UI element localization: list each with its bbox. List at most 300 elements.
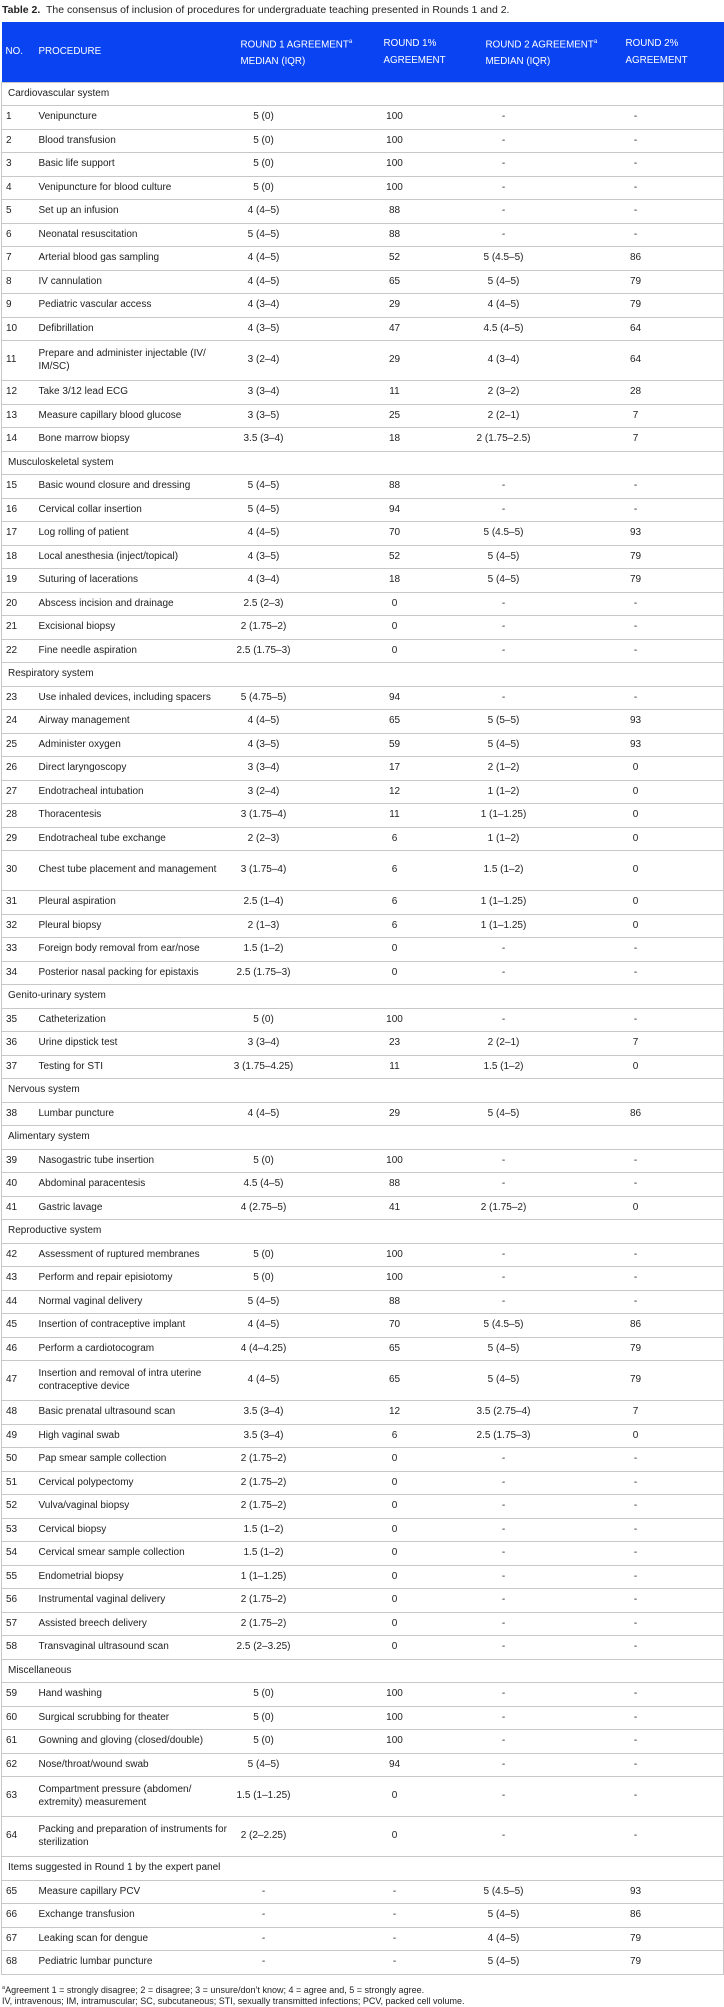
cell-round1-percent-value: 0	[391, 1453, 398, 1464]
cell-round2-median	[482, 294, 622, 318]
cell-round2-median-value: -	[501, 503, 506, 515]
table-row	[2, 294, 724, 318]
cell-round2-median-value: -	[501, 1154, 506, 1166]
cell-no: 68	[2, 1951, 35, 1975]
cell-round1-percent-value: 25	[388, 409, 401, 421]
cell-round1-percent-value: 47	[388, 322, 401, 334]
table-row	[2, 498, 724, 522]
table-row	[2, 317, 724, 341]
cell-round2-percent-value: 79	[629, 1932, 642, 1944]
cell-round1-percent-value: 100	[386, 1688, 403, 1699]
cell-no: 56	[2, 1589, 35, 1613]
cell-round1-percent-value: 65	[388, 1374, 401, 1386]
cell-round1-percent-value: 100	[386, 134, 403, 146]
cell-round2-median	[482, 616, 622, 640]
cell-round2-median	[482, 639, 622, 663]
cell-round1-percent	[380, 1337, 482, 1361]
cell-round1-median-value: 1.5 (1–2)	[243, 1523, 284, 1535]
cell-round1-percent-value: 88	[388, 228, 401, 240]
cell-no: 11	[2, 341, 35, 381]
cell-round2-median-value: 5 (4–5)	[487, 1909, 520, 1920]
cell-round1-percent-value: -	[392, 1932, 397, 1944]
cell-round1-percent-value: 88	[388, 205, 401, 216]
cell-round2-percent	[622, 757, 724, 781]
cell-no: 21	[2, 616, 35, 640]
cell-round2-median	[482, 223, 622, 247]
cell-no: 46	[2, 1337, 35, 1361]
cell-no: 54	[2, 1542, 35, 1566]
cell-no: 55	[2, 1565, 35, 1589]
cell-round1-median	[237, 1904, 380, 1928]
cell-round2-median	[482, 1149, 622, 1173]
cell-round1-percent	[380, 569, 482, 593]
cell-round2-median	[482, 1267, 622, 1291]
cell-no: 67	[2, 1927, 35, 1951]
cell-round1-median-value: 2 (2–3)	[247, 832, 280, 844]
cell-procedure: Insertion and removal of intra uterine contraceptive device	[35, 1361, 237, 1401]
cell-round1-percent	[380, 1173, 482, 1197]
cell-round1-median	[237, 153, 380, 177]
cell-round2-percent	[622, 428, 724, 452]
cell-no: 8	[2, 270, 35, 294]
cell-round2-median	[482, 1589, 622, 1613]
cell-round2-median-value: -	[501, 1547, 506, 1558]
cell-no: 39	[2, 1149, 35, 1173]
table-row	[2, 938, 724, 962]
cell-round1-median	[237, 247, 380, 271]
table-row	[2, 1448, 724, 1472]
cell-round2-median	[482, 780, 622, 804]
cell-round2-median	[482, 270, 622, 294]
cell-round2-median	[482, 1612, 622, 1636]
cell-round1-percent	[380, 153, 482, 177]
cell-round1-median	[237, 710, 380, 734]
cell-round2-percent	[622, 1196, 724, 1220]
cell-round1-median	[237, 200, 380, 224]
table-row	[2, 270, 724, 294]
cell-round2-percent-value: -	[633, 966, 638, 978]
cell-no: 42	[2, 1243, 35, 1267]
cell-procedure: Leaking scan for dengue	[35, 1927, 237, 1951]
cell-no: 41	[2, 1196, 35, 1220]
cell-round2-percent-value: 86	[629, 252, 642, 263]
cell-procedure: Perform and repair episiotomy	[35, 1267, 237, 1291]
cell-round2-percent	[622, 1589, 724, 1613]
cell-round1-percent-value: 0	[391, 1500, 398, 1511]
cell-round2-percent-value: 93	[629, 1885, 642, 1897]
cell-round1-median-value: 1.5 (1–1.25)	[236, 1790, 291, 1802]
cell-round1-percent-value: 18	[388, 574, 401, 585]
cell-round2-percent	[622, 804, 724, 828]
cell-round1-median-value: 3.5 (3–4)	[243, 433, 284, 444]
cell-round1-percent	[380, 686, 482, 710]
cell-round1-percent-value: -	[392, 1956, 397, 1967]
cell-round1-median	[237, 1817, 380, 1857]
cell-round1-percent	[380, 1267, 482, 1291]
cell-round1-percent-value: 0	[391, 1570, 398, 1582]
cell-round1-percent-value: 11	[389, 1060, 400, 1072]
cell-procedure: Endotracheal intubation	[35, 780, 237, 804]
cell-round2-percent-value: -	[633, 1758, 638, 1770]
cell-round2-percent	[622, 569, 724, 593]
cell-round1-percent-value: 59	[388, 738, 401, 750]
cell-round1-median-value: 5 (4–5)	[247, 480, 280, 491]
cell-procedure: Prepare and administer injectable (IV/ IM/SC)	[35, 341, 237, 381]
cell-round1-percent-value: 100	[386, 1735, 403, 1746]
cell-round1-percent	[380, 404, 482, 428]
cell-no: 24	[2, 710, 35, 734]
cell-round2-median-value: -	[501, 1790, 506, 1802]
cell-round2-percent	[622, 1055, 724, 1079]
cell-round1-percent-value: 29	[388, 299, 401, 310]
cell-round1-percent	[380, 475, 482, 499]
table-row	[2, 1683, 724, 1707]
cell-round1-percent-value: 0	[391, 1594, 398, 1605]
cell-round2-percent-value: -	[633, 1500, 638, 1511]
cell-round1-median	[237, 1518, 380, 1542]
cell-round1-median	[237, 1951, 380, 1975]
cell-round1-percent	[380, 1290, 482, 1314]
cell-round1-median-value: 5 (0)	[253, 1711, 274, 1723]
cell-no: 64	[2, 1817, 35, 1857]
cell-procedure: Testing for STI	[35, 1055, 237, 1079]
cell-round1-percent-value: 88	[388, 1295, 401, 1307]
cell-round1-percent-value: 100	[386, 181, 403, 193]
cell-round1-median	[237, 1706, 380, 1730]
table-row	[2, 686, 724, 710]
cell-round1-percent	[380, 1927, 482, 1951]
cell-round1-median	[237, 1149, 380, 1173]
cell-round2-median-value: 5 (4–5)	[487, 550, 520, 562]
cell-round1-percent	[380, 1471, 482, 1495]
cell-round2-percent-value: 79	[629, 275, 642, 287]
cell-round1-median-value: 5 (0)	[253, 1013, 274, 1025]
cell-round2-median	[482, 1102, 622, 1126]
cell-no: 62	[2, 1753, 35, 1777]
header-no: NO.	[5, 46, 23, 58]
cell-round1-percent	[380, 247, 482, 271]
cell-round2-percent	[622, 317, 724, 341]
section-title: Musculoskeletal system	[2, 451, 724, 475]
table-row	[2, 1927, 724, 1951]
cell-round2-percent-value: 79	[629, 1374, 642, 1386]
cell-round2-median	[482, 153, 622, 177]
cell-round1-median	[237, 914, 380, 938]
cell-round2-median	[482, 827, 622, 851]
cell-round1-median-value: 5 (0)	[253, 134, 274, 146]
cell-round2-median-value: 1 (1–1.25)	[480, 896, 527, 907]
cell-round2-percent	[622, 710, 724, 734]
cell-round2-median	[482, 1290, 622, 1314]
cell-round2-median-value: 4 (4–5)	[487, 299, 520, 310]
cell-round2-median-value: -	[501, 1272, 506, 1283]
table-row	[2, 1904, 724, 1928]
table-row	[2, 592, 724, 616]
cell-procedure: Nose/throat/wound swab	[35, 1753, 237, 1777]
cell-procedure: Foreign body removal from ear/nose	[35, 938, 237, 962]
cell-round2-percent-value: 64	[629, 322, 642, 334]
cell-round2-median-value: -	[501, 1013, 506, 1025]
cell-round1-percent-value: 29	[388, 1107, 401, 1119]
table-row	[2, 153, 724, 177]
cell-round2-percent-value: -	[633, 205, 638, 216]
cell-round2-median-value: -	[501, 158, 506, 169]
cell-round1-median-value: 3 (3–4)	[247, 762, 280, 773]
table-row	[2, 1706, 724, 1730]
cell-round1-median	[237, 1173, 380, 1197]
cell-round2-median-value: 5 (4–5)	[487, 738, 520, 750]
cell-round1-median-value: 2 (1–3)	[247, 919, 280, 931]
cell-round1-median-value: -	[261, 1956, 266, 1967]
cell-round1-median	[237, 1008, 380, 1032]
cell-round1-median	[237, 1243, 380, 1267]
cell-round1-percent-value: 23	[388, 1037, 401, 1048]
cell-round1-median-value: 2 (1.75–2)	[240, 1594, 287, 1605]
cell-round2-percent-value: -	[633, 134, 638, 146]
cell-round1-percent	[380, 381, 482, 405]
cell-round2-median-value: -	[501, 1476, 506, 1488]
cell-round1-median-value: 1 (1–1.25)	[240, 1570, 287, 1582]
cell-round2-median-value: 2 (1.75–2)	[480, 1201, 527, 1213]
section-title: Miscellaneous	[2, 1659, 724, 1683]
cell-round2-median-value: 4.5 (4–5)	[483, 322, 524, 334]
cell-no: 19	[2, 569, 35, 593]
cell-round1-median	[237, 545, 380, 569]
cell-round1-median-value: 2 (1.75–2)	[240, 1617, 287, 1629]
cell-round1-percent-value: 94	[388, 503, 401, 515]
cell-round1-median	[237, 1927, 380, 1951]
cell-procedure: Abdominal paracentesis	[35, 1173, 237, 1197]
cell-round1-median	[237, 475, 380, 499]
cell-round1-percent-value: 12	[388, 785, 401, 797]
table-row	[2, 1951, 724, 1975]
cell-round1-median-value: 4 (3–5)	[247, 550, 280, 562]
cell-round2-median-value: -	[501, 205, 506, 216]
cell-round2-median-value: -	[501, 181, 506, 193]
cell-round1-median-value: 5 (4–5)	[247, 503, 280, 515]
cell-round1-median	[237, 804, 380, 828]
cell-round2-percent	[622, 1314, 724, 1338]
cell-round2-median-value: -	[501, 1735, 506, 1746]
cell-round2-median	[482, 1542, 622, 1566]
table-row	[2, 733, 724, 757]
table-row	[2, 827, 724, 851]
cell-procedure: Perform a cardiotocogram	[35, 1337, 237, 1361]
cell-round1-percent	[380, 1196, 482, 1220]
cell-round2-percent	[622, 1636, 724, 1660]
cell-round1-median-value: 4 (4–5)	[247, 527, 280, 538]
cell-round1-percent-value: 52	[388, 550, 401, 562]
cell-round2-percent-value: -	[633, 1547, 638, 1558]
cell-procedure: Basic prenatal ultrasound scan	[35, 1401, 237, 1425]
cell-round1-percent-value: 88	[388, 480, 401, 491]
cell-no: 27	[2, 780, 35, 804]
footnote-abbreviations: IV, intravenous; IM, intramuscular; SC, subcutaneous; STI, sexually transmitted infections; PCV, packed cell volume.	[2, 1995, 465, 2006]
cell-procedure: Fine needle aspiration	[35, 639, 237, 663]
table-row	[2, 1589, 724, 1613]
table-row	[2, 106, 724, 130]
cell-procedure: Use inhaled devices, including spacers	[35, 686, 237, 710]
cell-round1-percent-value: 0	[391, 1476, 398, 1488]
cell-round2-median-value: -	[501, 1688, 506, 1699]
cell-round2-percent	[622, 914, 724, 938]
cell-round2-percent-value: 7	[632, 409, 639, 421]
table-row	[2, 804, 724, 828]
cell-round2-percent-value: 0	[632, 896, 639, 907]
cell-no: 36	[2, 1032, 35, 1056]
cell-round1-median	[237, 1777, 380, 1817]
cell-round1-percent	[380, 106, 482, 130]
cell-round2-median	[482, 961, 622, 985]
cell-round1-percent-value: 65	[388, 275, 401, 287]
cell-round2-percent-value: -	[633, 1711, 638, 1723]
cell-no: 7	[2, 247, 35, 271]
cell-round2-median	[482, 891, 622, 915]
cell-round1-median-value: 2.5 (2–3.25)	[236, 1641, 291, 1652]
cell-round1-percent-value: 0	[391, 1641, 398, 1652]
cell-round1-median	[237, 1880, 380, 1904]
cell-round1-median-value: 3 (1.75–4.25)	[233, 1060, 294, 1072]
section-title: Cardiovascular system	[2, 82, 724, 106]
cell-round2-percent	[622, 153, 724, 177]
cell-round1-median-value: 4 (2.75–5)	[240, 1201, 287, 1213]
cell-round1-median	[237, 686, 380, 710]
cell-round1-median-value: -	[261, 1909, 266, 1920]
cell-no: 53	[2, 1518, 35, 1542]
cell-round2-median	[482, 545, 622, 569]
cell-round1-percent	[380, 733, 482, 757]
cell-round1-percent	[380, 757, 482, 781]
cell-round1-median-value: 2.5 (1.75–3)	[236, 966, 291, 978]
cell-round1-percent-value: 12	[388, 1406, 401, 1417]
cell-round1-median	[237, 1683, 380, 1707]
cell-round2-median	[482, 1706, 622, 1730]
cell-procedure: Exchange transfusion	[35, 1904, 237, 1928]
cell-round2-median-value: 2 (3–2)	[487, 386, 520, 397]
cell-round1-median	[237, 639, 380, 663]
cell-round2-percent	[622, 1951, 724, 1975]
section-title: Nervous system	[2, 1079, 724, 1103]
table-row	[2, 381, 724, 405]
cell-procedure: Assisted breech delivery	[35, 1612, 237, 1636]
cell-round2-median	[482, 804, 622, 828]
cell-round2-median-value: 5 (4.5–5)	[483, 1885, 524, 1897]
table-row	[2, 1243, 724, 1267]
table-row	[2, 428, 724, 452]
cell-round2-median-value: -	[501, 1248, 506, 1260]
cell-round2-median-value: -	[501, 1758, 506, 1770]
cell-no: 14	[2, 428, 35, 452]
cell-round1-median-value: 4 (4–5)	[247, 1319, 280, 1330]
cell-round1-median-value: 4 (4–5)	[247, 1107, 280, 1119]
cell-round1-percent	[380, 176, 482, 200]
cell-round1-median	[237, 176, 380, 200]
cell-procedure: Venipuncture	[35, 106, 237, 130]
cell-round2-median-value: 5 (4–5)	[487, 574, 520, 585]
cell-round2-percent-value: 79	[629, 574, 642, 585]
cell-round1-median	[237, 1267, 380, 1291]
cell-no: 10	[2, 317, 35, 341]
section-row	[2, 1857, 724, 1881]
cell-round1-median	[237, 1401, 380, 1425]
cell-round2-median	[482, 129, 622, 153]
cell-round2-percent-value: 0	[632, 1429, 639, 1441]
cell-procedure: Blood transfusion	[35, 129, 237, 153]
cell-round1-percent-value: 11	[389, 809, 400, 820]
cell-round2-percent-value: -	[633, 1570, 638, 1582]
cell-round2-percent-value: -	[633, 1830, 638, 1842]
cell-round2-percent	[622, 1565, 724, 1589]
cell-procedure: Cervical collar insertion	[35, 498, 237, 522]
cell-round1-median-value: 3.5 (3–4)	[243, 1406, 284, 1417]
cell-procedure: Cervical smear sample collection	[35, 1542, 237, 1566]
cell-round1-percent-value: 0	[391, 1523, 398, 1535]
cell-round2-median-value: 1 (1–1.25)	[480, 809, 527, 820]
cell-round2-percent-value: -	[633, 158, 638, 169]
cell-round2-percent	[622, 498, 724, 522]
cell-round1-percent	[380, 804, 482, 828]
cell-round2-median-value: -	[501, 621, 506, 632]
table-row	[2, 961, 724, 985]
cell-round1-median	[237, 1636, 380, 1660]
cell-procedure: Take 3/12 lead ECG	[35, 381, 237, 405]
cell-no: 31	[2, 891, 35, 915]
cell-round1-percent	[380, 1904, 482, 1928]
cell-round1-median	[237, 1290, 380, 1314]
table-row	[2, 851, 724, 891]
cell-round2-percent-value: 0	[632, 762, 639, 773]
cell-round1-median	[237, 270, 380, 294]
cell-round2-median-value: -	[501, 111, 506, 122]
cell-procedure: Pleural biopsy	[35, 914, 237, 938]
cell-round1-median-value: 3 (3–5)	[247, 409, 280, 421]
cell-no: 3	[2, 153, 35, 177]
cell-round2-percent	[622, 1401, 724, 1425]
cell-procedure: Neonatal resuscitation	[35, 223, 237, 247]
caption-text: The consensus of inclusion of procedures for undergraduate teaching presented in Rounds 1 and 2.	[45, 4, 510, 16]
cell-round2-median	[482, 851, 622, 891]
cell-round2-percent	[622, 1424, 724, 1448]
cell-round1-median	[237, 1424, 380, 1448]
cell-round2-percent-value: 7	[632, 1406, 639, 1417]
cell-round2-percent-value: -	[633, 480, 638, 491]
cell-round1-median	[237, 1337, 380, 1361]
cell-round2-percent-value: -	[633, 1594, 638, 1605]
cell-round2-median	[482, 522, 622, 546]
cell-round2-median-value: -	[501, 1523, 506, 1535]
cell-no: 63	[2, 1777, 35, 1817]
cell-round1-median-value: 4 (4–5)	[247, 205, 280, 216]
cell-no: 37	[2, 1055, 35, 1079]
cell-round2-median-value: 1 (1–2)	[487, 832, 520, 844]
cell-round1-median-value: -	[261, 1932, 266, 1944]
cell-round1-median-value: 5 (0)	[253, 1272, 274, 1283]
cell-no: 61	[2, 1730, 35, 1754]
cell-round2-percent	[622, 1753, 724, 1777]
cell-round1-median	[237, 1361, 380, 1401]
cell-round1-median	[237, 569, 380, 593]
cell-procedure: Pap smear sample collection	[35, 1448, 237, 1472]
cell-round2-median	[482, 592, 622, 616]
cell-procedure: Vulva/vaginal biopsy	[35, 1495, 237, 1519]
cell-round1-percent	[380, 914, 482, 938]
cell-round2-percent-value: 0	[632, 919, 639, 931]
cell-round2-percent	[622, 1495, 724, 1519]
cell-no: 38	[2, 1102, 35, 1126]
section-row	[2, 1079, 724, 1103]
cell-round1-percent	[380, 1880, 482, 1904]
cell-no: 16	[2, 498, 35, 522]
